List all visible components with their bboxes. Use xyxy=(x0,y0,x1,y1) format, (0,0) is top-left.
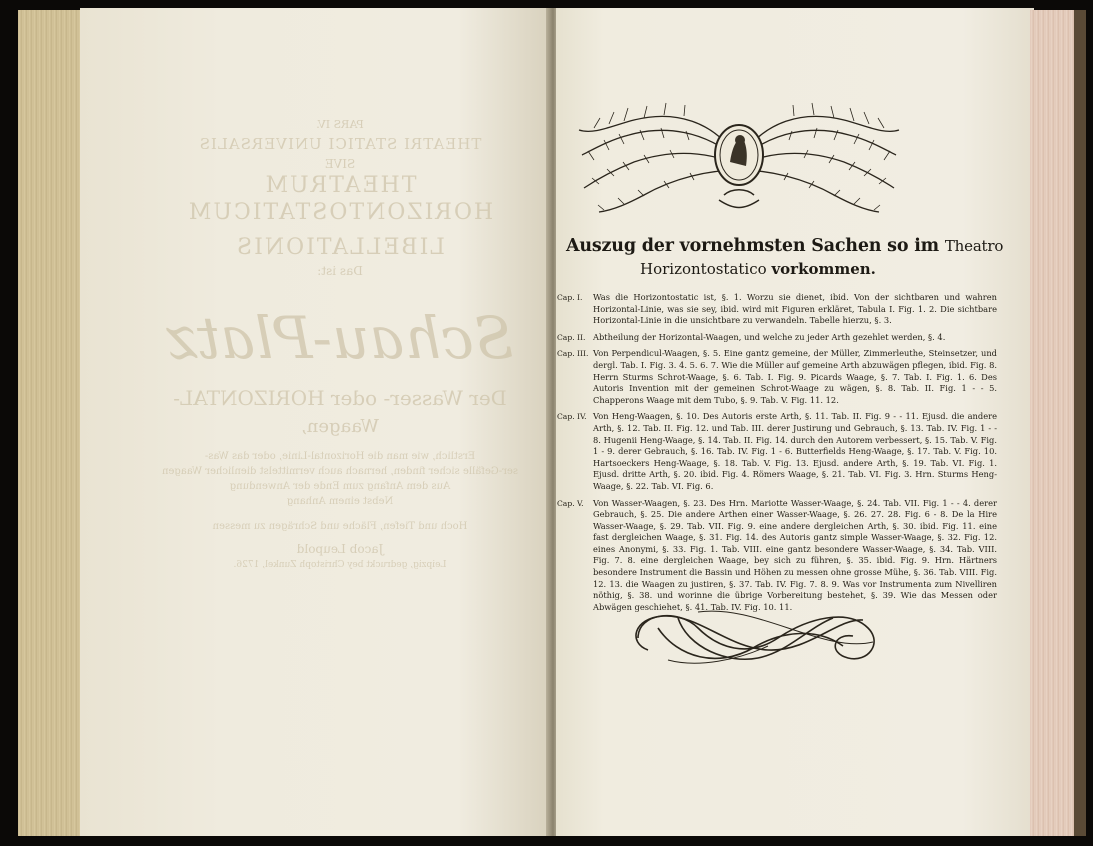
heading-fraktur-text: Auszug der vornehmsten Sachen so im xyxy=(566,236,939,256)
tailpiece-flourish xyxy=(618,598,888,670)
chapter-entry xyxy=(557,292,997,327)
bleed-line: LIBELLATIONIS xyxy=(235,235,445,260)
chapter-text: Von Perpendicul-Waagen, §. 5. Eine gantz gemeine, der Müller, Zimmerleuthe, Steinsetzer, und dergl. Tab. I. Fig. 3. 4. 5. 6. 7. Wie die Müller auf gemeine Arth abzuwägen pflegen, ibid. Fig. 8. Herrn Sturms Schrot-Waage, §. 6. Tab. I. Fig. 9. Picards Waage, §. 7. Tab. I. Fig. 1. 6. Des Autoris Invention mit der gemeinen Schrot-Waage zu wägen, §. 8. Tab. II. Fig. 1 - - 5. Chapperons Waage mit dem Tubo, §. 9. Tab. V. Fig. 11. 12. xyxy=(593,348,997,405)
bleed-line: HORIZONTOSTATICUM xyxy=(186,200,494,225)
left-page-stack-edge xyxy=(18,10,88,836)
chapter-label: Cap. III. xyxy=(557,349,589,359)
bleed-line: PARS IV. xyxy=(316,118,364,131)
bleed-line: Erstlich, wie man die Horizontal-Linie, oder das Was- xyxy=(204,451,476,462)
bleed-line: Nebst einem Anhang xyxy=(286,496,394,507)
chapter-label: Cap. IV. xyxy=(557,412,587,422)
chapter-entry xyxy=(557,332,997,344)
book-cover-edge xyxy=(1074,10,1086,836)
bleed-through-text xyxy=(150,110,530,670)
chapter-label: Cap. I. xyxy=(557,293,583,302)
heading-fraktur-text-2: vorkommen. xyxy=(771,260,876,278)
bleed-line: THEATRUM xyxy=(263,173,417,198)
bleed-line: Waagen, xyxy=(301,416,379,437)
bleed-line: SIVE xyxy=(324,157,356,171)
chapter-summary-list xyxy=(557,292,997,618)
contents-heading-line1 xyxy=(566,236,1004,256)
bleed-line: THEATRI STATICI UNIVERSALIS xyxy=(198,135,482,153)
chapter-entry xyxy=(557,348,997,406)
heading-latin-text: Theatro xyxy=(944,237,1004,255)
right-page-stack-edge xyxy=(1030,10,1074,836)
contents-heading-line2 xyxy=(640,260,876,278)
headpiece-ornament xyxy=(574,100,904,220)
chapter-label: Cap. V. xyxy=(557,498,584,508)
bleed-line: Das ist: xyxy=(317,264,363,278)
bleed-line: Leipzig, gedruckt bey Christoph Zunkel, 1726. xyxy=(233,560,447,570)
bleed-line: Jacob Leupold xyxy=(296,542,384,556)
chapter-entry xyxy=(557,498,997,614)
bleed-line: Hoch und Tiefen, Fläche und Schrägen zu messen xyxy=(212,521,468,532)
bleed-line: ser-Gefälle sicher finden, hernach auch vermittelst dienlicher Waagen xyxy=(162,466,519,477)
chapter-text: Von Heng-Waagen, §. 10. Des Autoris erste Arth, §. 11. Tab. II. Fig. 9 - - 11. Ejusd. die andere Arth, §. 12. Tab. II. Fig. 12. und Tab. III. derer Justirung und Gebrauch, §. 13. Tab. IV. Fig. 1 - - 8. Hugenii Heng-Waage, §. 14. Tab. II. Fig. 14. durch den Autorem verbessert, §. 15. Tab. V. Fig. 1 - 9. derer Gebrauch, §. 16. Tab. IV. Fig. 1 - 6. Butterfields Heng-Waage, §. 17. Tab. V. Fig. 10. Hartsoeckers Heng-Waage, §. 18. Tab. V. Fig. 13. Ejusd. andere Arth, §. 19. Tab. VI. Fig. 1. Ejusd. dritte Arth, §. 20. ibid. Fig. 4. Römers Waage, §. 21. Tab. VI. Fig. 3. Hrn. Sturms Heng-Waage, §. 22. Tab. VI. Fig. 6. xyxy=(593,411,997,491)
chapter-entry xyxy=(557,411,997,492)
heading-latin-text-2: Horizontostatico xyxy=(640,260,767,278)
bleed-line: Schau-Platz xyxy=(166,304,514,372)
bleed-line: Der Wasser- oder HORIZONTAL- xyxy=(173,386,507,410)
chapter-text: Was die Horizontostatic ist, §. 1. Worzu sie dienet, ibid. Von der sichtbaren und wahren Horizontal-Linie, was sie sey, ibid. wird mit Figuren erkläret, Tabula I. Fig. 1. 2. Die sichtbare Horizontal-Linie in die unsichtbare zu verwandeln. Tabelle hierzu, §. 3. xyxy=(593,292,997,326)
bleed-line: Aus dem Anfang zum Ende der Anwendung xyxy=(229,481,451,492)
chapter-text: Von Wasser-Waagen, §. 23. Des Hrn. Mariotte Wasser-Waage, §. 24. Tab. VII. Fig. 1 - - 4. derer Gebrauch, §. 25. Die andere Arthen einer Wasser-Waage, §. 26. 27. 28. Fig. 6 - 8. De la Hire Wasser-Waage, §. 29. Tab. VII. Fig. 9. eine andere dergleichen Arth, §. 30. ibid. Fig. 11. eine fast dergleichen Waage, §. 31. Fig. 14. des Autoris gantz simple Wasser-Waage, §. 32. Fig. 12. eines Anonymi, §. 33. Fig. 1. Tab. VIII. eine gantz besondere Wasser-Waage, §. 34. Tab. VIII. Fig. 7. 8. eine dergleichen Waage, bey sich zu führen, §. 35. ibid. Fig. 9. Hrn. Härtners besondere Instrument die Bassin und Höhen zu messen ohne grosse Mühe, §. 36. Tab. VIII. Fig. 12. 13. die Waagen zu justiren, §. 37. Tab. IV. Fig. 7. 8. 9. Was vor Instrumenta zum Nivelliren nöthig, §. 38. und worinne die übrige Vorbereitung bestehet, §. 39. Wie das Messen oder Abwägen geschiehet, §. 41. Tab. IV. Fig. 10. 11. xyxy=(593,497,997,612)
chapter-label: Cap. II. xyxy=(557,332,586,342)
chapter-text: Abtheilung der Horizontal-Waagen, und welche zu jeder Arth gezehlet werden, §. 4. xyxy=(593,331,946,342)
